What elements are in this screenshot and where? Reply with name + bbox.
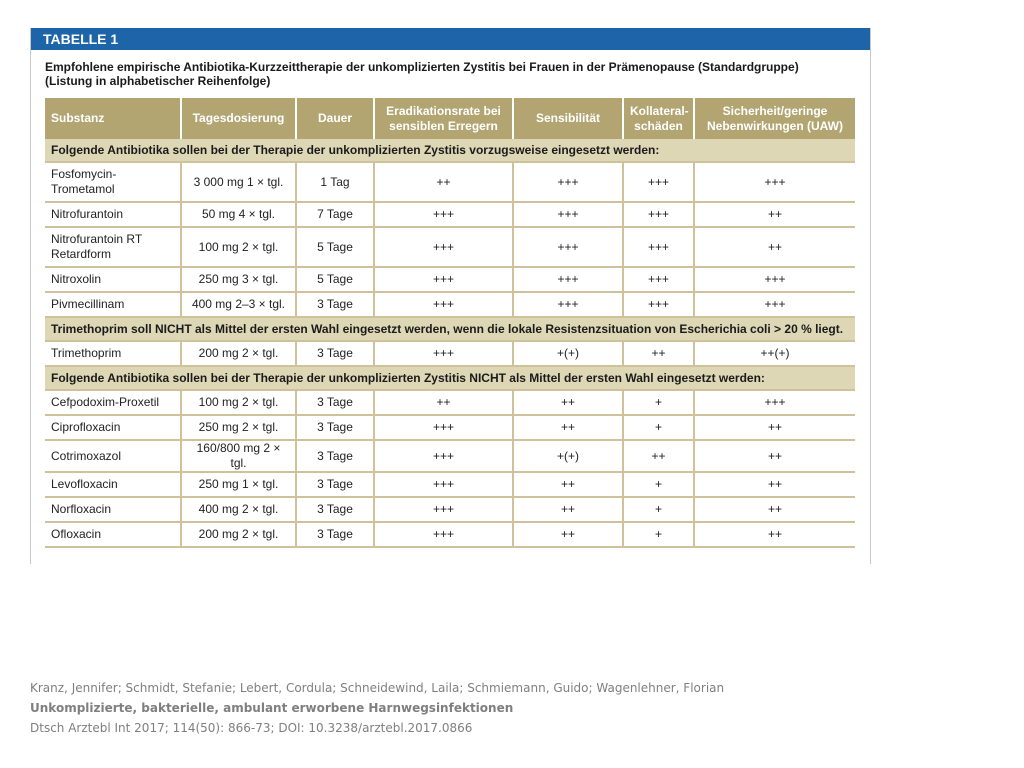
table-body — [45, 139, 855, 547]
cell-substance: Nitroxolin — [45, 267, 181, 292]
cell-dosage: 400 mg 2 × tgl. — [181, 497, 296, 522]
cell-substance: Norfloxacin — [45, 497, 181, 522]
cell-dosage: 100 mg 2 × tgl. — [181, 390, 296, 415]
cell-collateral: +++ — [623, 292, 694, 317]
cell-eradication: +++ — [374, 522, 513, 547]
cell-safety: +++ — [694, 390, 855, 415]
cell-collateral: + — [623, 415, 694, 440]
cell-duration: 3 Tage — [296, 440, 374, 472]
section-row — [45, 366, 855, 390]
cell-duration: 3 Tage — [296, 472, 374, 497]
cell-dosage: 250 mg 3 × tgl. — [181, 267, 296, 292]
cell-duration: 5 Tage — [296, 227, 374, 267]
cell-sensitivity: +(+) — [513, 341, 623, 366]
cell-collateral: +++ — [623, 227, 694, 267]
cell-sensitivity: +++ — [513, 202, 623, 227]
cell-substance: Levofloxacin — [45, 472, 181, 497]
cell-dosage: 400 mg 2–3 × tgl. — [181, 292, 296, 317]
cell-collateral: +++ — [623, 162, 694, 202]
cell-sensitivity: ++ — [513, 390, 623, 415]
cell-eradication: +++ — [374, 440, 513, 472]
table-row — [45, 390, 855, 415]
cell-substance: Trimethoprim — [45, 341, 181, 366]
table-row — [45, 497, 855, 522]
table-banner: TABELLE 1 — [31, 28, 870, 50]
cell-eradication: +++ — [374, 415, 513, 440]
cell-sensitivity: +++ — [513, 162, 623, 202]
cell-collateral: +++ — [623, 202, 694, 227]
citation — [30, 678, 724, 738]
table-row — [45, 472, 855, 497]
cell-dosage: 100 mg 2 × tgl. — [181, 227, 296, 267]
cell-duration: 3 Tage — [296, 341, 374, 366]
cell-eradication: +++ — [374, 497, 513, 522]
cell-duration: 3 Tage — [296, 415, 374, 440]
cell-eradication: ++ — [374, 162, 513, 202]
column-header: Kollateral-schäden — [623, 98, 694, 139]
cell-substance: Pivmecillinam — [45, 292, 181, 317]
cell-safety: ++ — [694, 440, 855, 472]
cell-eradication: +++ — [374, 341, 513, 366]
cell-sensitivity: +(+) — [513, 440, 623, 472]
cell-eradication: +++ — [374, 472, 513, 497]
table-title-line2: (Listung in alphabetischer Reihenfolge) — [45, 74, 271, 88]
section-row — [45, 139, 855, 162]
column-header: Tagesdosierung — [181, 98, 296, 139]
table-title-line1: Empfohlene empirische Antibiotika-Kurzzeittherapie der unkomplizierten Zystitis bei Frauen in der Prämenopause (Standardgruppe) — [45, 60, 799, 74]
cell-collateral: ++ — [623, 341, 694, 366]
cell-sensitivity: ++ — [513, 472, 623, 497]
column-header: Substanz — [45, 98, 181, 139]
table-row — [45, 341, 855, 366]
cell-safety: ++ — [694, 415, 855, 440]
cell-safety: ++ — [694, 227, 855, 267]
cell-eradication: +++ — [374, 202, 513, 227]
cell-safety: +++ — [694, 267, 855, 292]
cell-safety: ++ — [694, 202, 855, 227]
cell-dosage: 200 mg 2 × tgl. — [181, 341, 296, 366]
cell-safety: +++ — [694, 162, 855, 202]
cell-sensitivity: +++ — [513, 292, 623, 317]
cell-substance: Ciprofloxacin — [45, 415, 181, 440]
column-header: Dauer — [296, 98, 374, 139]
table-header-row — [45, 98, 855, 139]
cell-duration: 3 Tage — [296, 390, 374, 415]
cell-eradication: +++ — [374, 227, 513, 267]
cell-sensitivity: +++ — [513, 267, 623, 292]
cell-duration: 5 Tage — [296, 267, 374, 292]
section-row — [45, 317, 855, 341]
column-header: Sensibilität — [513, 98, 623, 139]
cell-substance: Cefpodoxim-Proxetil — [45, 390, 181, 415]
cell-eradication: +++ — [374, 292, 513, 317]
table-row — [45, 415, 855, 440]
antibiotics-table — [45, 98, 855, 548]
cell-collateral: + — [623, 522, 694, 547]
cell-sensitivity: +++ — [513, 227, 623, 267]
cell-substance: Cotrimoxazol — [45, 440, 181, 472]
table-row — [45, 162, 855, 202]
cell-collateral: ++ — [623, 440, 694, 472]
table-row — [45, 522, 855, 547]
cell-dosage: 50 mg 4 × tgl. — [181, 202, 296, 227]
cell-duration: 1 Tag — [296, 162, 374, 202]
cell-substance: Nitrofurantoin — [45, 202, 181, 227]
cell-dosage: 250 mg 2 × tgl. — [181, 415, 296, 440]
citation-title: Unkomplizierte, bakterielle, ambulant erworbene Harnwegsinfektionen — [30, 701, 514, 715]
column-header: Sicherheit/geringe Nebenwirkungen (UAW) — [694, 98, 855, 139]
cell-collateral: +++ — [623, 267, 694, 292]
citation-authors: Kranz, Jennifer; Schmidt, Stefanie; Lebert, Cordula; Schneidewind, Laila; Schmiemann, Guido; Wagenlehner, Florian — [30, 681, 725, 695]
cell-sensitivity: ++ — [513, 415, 623, 440]
cell-safety: ++ — [694, 497, 855, 522]
table-title — [31, 50, 870, 94]
cell-safety: ++(+) — [694, 341, 855, 366]
cell-eradication: ++ — [374, 390, 513, 415]
cell-dosage: 160/800 mg 2 × tgl. — [181, 440, 296, 472]
cell-sensitivity: ++ — [513, 497, 623, 522]
cell-collateral: + — [623, 497, 694, 522]
cell-substance: Nitrofurantoin RT Retardform — [45, 227, 181, 267]
table-card — [30, 28, 871, 564]
cell-safety: +++ — [694, 292, 855, 317]
cell-dosage: 250 mg 1 × tgl. — [181, 472, 296, 497]
table-row — [45, 267, 855, 292]
cell-sensitivity: ++ — [513, 522, 623, 547]
citation-source: Dtsch Arztebl Int 2017; 114(50): 866-73; DOI: 10.3238/arztebl.2017.0866 — [30, 721, 473, 735]
section-label: Trimethoprim soll NICHT als Mittel der ersten Wahl eingesetzt werden, wenn die lokale Resistenzsituation von Escherichia coli > 20 % liegt. — [45, 317, 855, 341]
column-header: Eradikationsrate bei sensiblen Erregern — [374, 98, 513, 139]
cell-substance: Ofloxacin — [45, 522, 181, 547]
cell-safety: ++ — [694, 522, 855, 547]
table-row — [45, 440, 855, 472]
cell-collateral: + — [623, 472, 694, 497]
cell-dosage: 200 mg 2 × tgl. — [181, 522, 296, 547]
table-row — [45, 202, 855, 227]
section-label: Folgende Antibiotika sollen bei der Therapie der unkomplizierten Zystitis vorzugsweise eingesetzt werden: — [45, 139, 855, 162]
cell-substance: Fosfomycin-Trometamol — [45, 162, 181, 202]
cell-dosage: 3 000 mg 1 × tgl. — [181, 162, 296, 202]
cell-eradication: +++ — [374, 267, 513, 292]
cell-duration: 3 Tage — [296, 292, 374, 317]
table-row — [45, 227, 855, 267]
cell-duration: 3 Tage — [296, 522, 374, 547]
cell-collateral: + — [623, 390, 694, 415]
cell-duration: 3 Tage — [296, 497, 374, 522]
cell-safety: ++ — [694, 472, 855, 497]
section-label: Folgende Antibiotika sollen bei der Therapie der unkomplizierten Zystitis NICHT als Mittel der ersten Wahl eingesetzt werden: — [45, 366, 855, 390]
cell-duration: 7 Tage — [296, 202, 374, 227]
table-row — [45, 292, 855, 317]
